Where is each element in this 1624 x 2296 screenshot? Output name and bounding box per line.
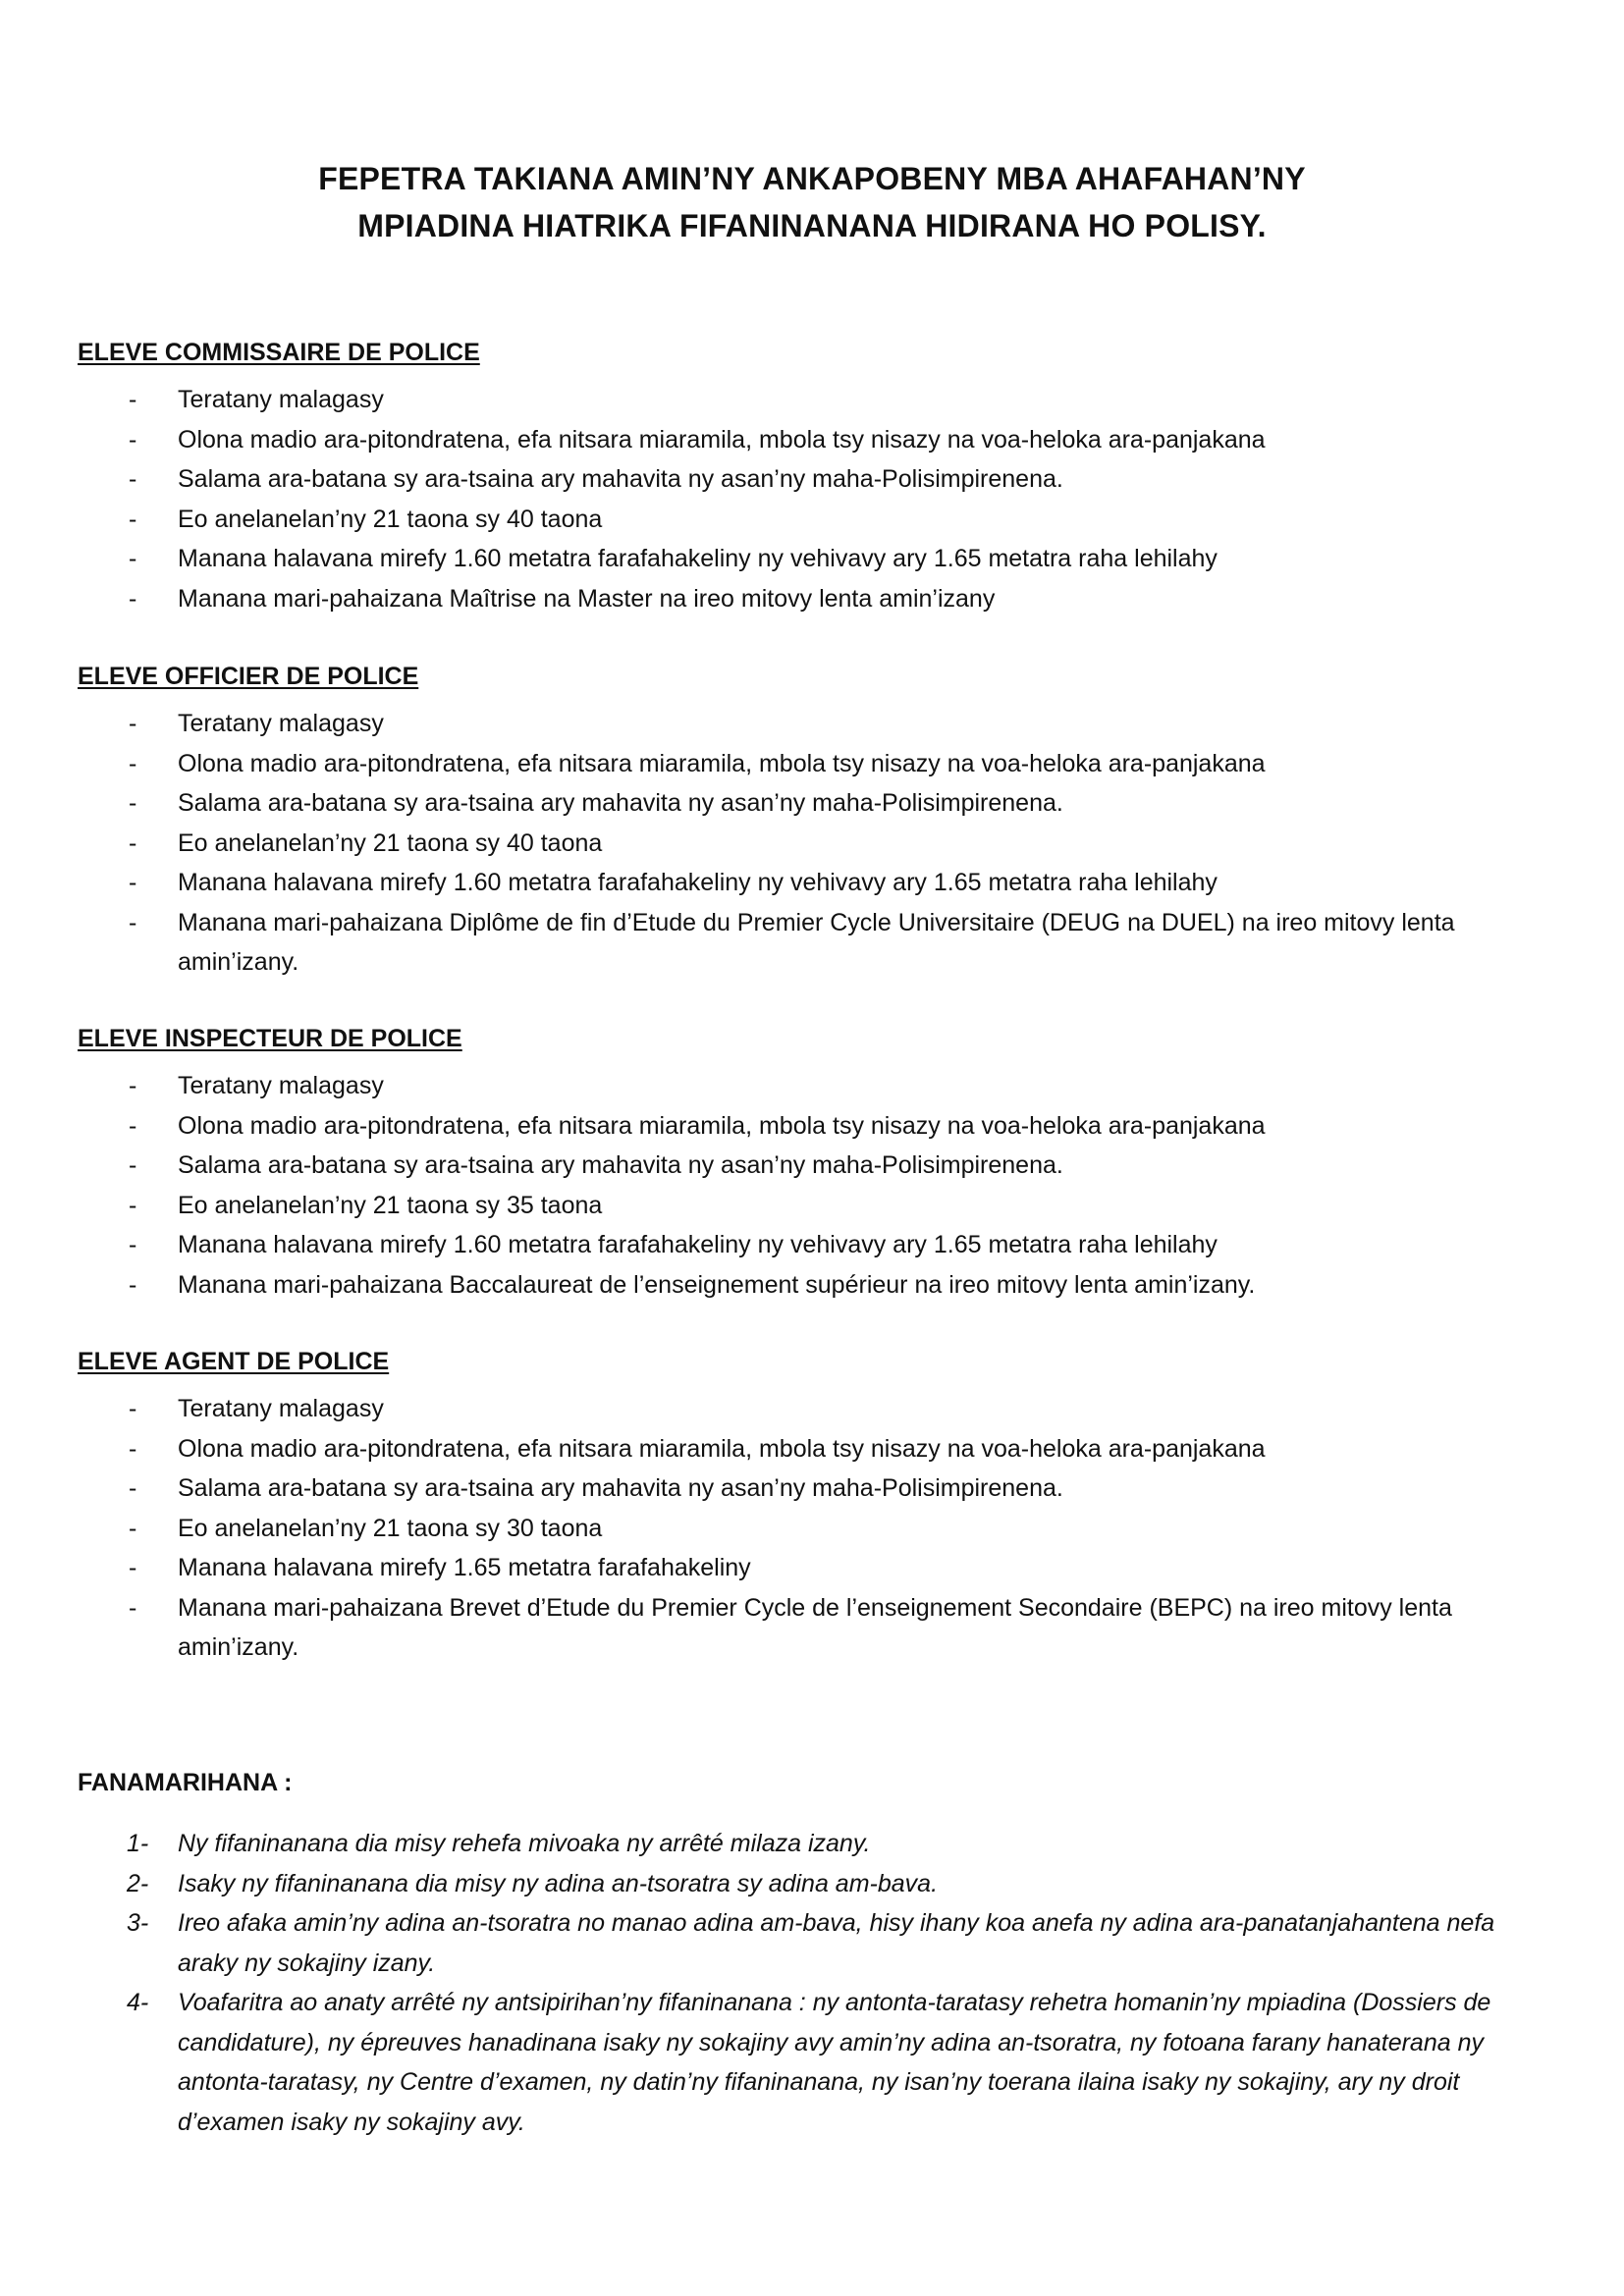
bullet-dash: - — [129, 1434, 137, 1463]
bullet-dash: - — [129, 828, 137, 857]
list-item — [78, 1066, 1511, 1106]
list-item — [78, 824, 1511, 864]
list-item-text: Teratany malagasy — [178, 386, 384, 413]
note-item — [78, 1824, 1531, 1864]
list-item — [78, 1186, 1511, 1226]
notes-list — [78, 1824, 1550, 2142]
notes-heading: FANAMARIHANA : — [78, 1769, 293, 1796]
note-number: 1- — [127, 1830, 149, 1857]
bullet-dash: - — [129, 465, 137, 493]
list-item — [78, 380, 1511, 420]
list-item-text: Manana halavana mirefy 1.65 metatra farafahakeliny — [178, 1554, 751, 1581]
list-item-text: Salama ara-batana sy ara-tsaina ary mahavita ny asan’ny maha-Polisimpirenena. — [178, 1474, 1063, 1502]
title-line-1: FEPETRA TAKIANA AMIN’NY ANKAPOBENY MBA AHAFAHAN’NY — [318, 161, 1306, 196]
section-officier — [78, 661, 1550, 983]
list-item-text: Manana halavana mirefy 1.60 metatra farafahakeliny ny vehivavy ary 1.65 metatra raha lehilahy — [178, 869, 1218, 896]
section-inspecteur — [78, 1023, 1550, 1305]
list-item-text: Manana mari-pahaizana Maîtrise na Master na ireo mitovy lenta amin’izany — [178, 584, 996, 613]
list-item-text: Manana mari-pahaizana Diplôme de fin d’Etude du Premier Cycle Universitaire (DEUG na DUEL) na ireo mitovy lenta amin’izany. — [178, 908, 1455, 976]
list-item-text: Olona madio ara-pitondratena, efa nitsara miaramila, mbola tsy nisazy na voa-heloka ara-panjakana — [178, 1434, 1266, 1463]
list-item — [78, 1106, 1511, 1147]
list-item — [78, 459, 1511, 500]
note-item — [78, 1903, 1531, 1983]
note-text: Ny fifaninanana dia misy rehefa mivoaka ny arrêté milaza izany. — [178, 1830, 871, 1857]
note-text: Isaky ny fifaninanana dia misy ny adina an-tsoratra sy adina am-bava. — [178, 1869, 939, 1897]
list-item-text: Eo anelanelan’ny 21 taona sy 40 taona — [178, 828, 603, 857]
section-heading: ELEVE OFFICIER DE POLICE — [78, 663, 419, 690]
list-item — [78, 1265, 1511, 1306]
title-line-2: MPIADINA HIATRIKA FIFANINANANA HIDIRANA HO POLISY. — [357, 208, 1267, 243]
list-item — [78, 783, 1511, 824]
bullet-dash: - — [129, 1231, 137, 1258]
bullet-dash: - — [129, 1514, 137, 1542]
list-item-text: Olona madio ara-pitondratena, efa nitsara miaramila, mbola tsy nisazy na voa-heloka ara-panjakana — [178, 425, 1266, 454]
list-item — [78, 420, 1511, 460]
note-number: 4- — [127, 1989, 149, 2016]
list-item-text: Salama ara-batana sy ara-tsaina ary mahavita ny asan’ny maha-Polisimpirenena. — [178, 465, 1063, 493]
requirements-list — [78, 1066, 1550, 1305]
bullet-dash: - — [129, 1395, 137, 1422]
bullet-dash: - — [129, 1151, 137, 1179]
list-item-text: Manana mari-pahaizana Baccalaureat de l’enseignement supérieur na ireo mitovy lenta amin’izany. — [178, 1270, 1256, 1299]
list-item — [78, 1468, 1511, 1509]
list-item — [78, 500, 1511, 540]
list-item-text: Manana halavana mirefy 1.60 metatra farafahakeliny ny vehivavy ary 1.65 metatra raha lehilahy — [178, 1231, 1218, 1258]
list-item-text: Manana halavana mirefy 1.60 metatra farafahakeliny ny vehivavy ary 1.65 metatra raha lehilahy — [178, 545, 1218, 572]
section-commissaire — [78, 337, 1550, 618]
bullet-dash: - — [129, 1111, 137, 1140]
bullet-dash: - — [129, 908, 137, 936]
bullet-dash: - — [129, 749, 137, 777]
list-item-text: Manana mari-pahaizana Brevet d’Etude du Premier Cycle de l’enseignement Secondaire (BEPC) na ireo mitovy lenta amin’izany. — [178, 1593, 1452, 1661]
list-item-text: Eo anelanelan’ny 21 taona sy 40 taona — [178, 505, 603, 533]
list-item-text: Olona madio ara-pitondratena, efa nitsara miaramila, mbola tsy nisazy na voa-heloka ara-panjakana — [178, 1111, 1266, 1140]
bullet-dash: - — [129, 1191, 137, 1219]
list-item — [78, 903, 1511, 983]
list-item-text: Olona madio ara-pitondratena, efa nitsara miaramila, mbola tsy nisazy na voa-heloka ara-panjakana — [178, 749, 1266, 777]
bullet-dash: - — [129, 1593, 137, 1622]
note-number: 2- — [127, 1869, 149, 1897]
list-item — [78, 539, 1511, 579]
list-item — [78, 863, 1511, 903]
bullet-dash: - — [129, 1474, 137, 1502]
list-item-text: Eo anelanelan’ny 21 taona sy 30 taona — [178, 1514, 603, 1542]
bullet-dash: - — [129, 869, 137, 896]
list-item — [78, 1509, 1511, 1549]
bullet-dash: - — [129, 386, 137, 413]
list-item — [78, 1588, 1511, 1668]
document-title — [0, 155, 1624, 249]
section-heading: ELEVE INSPECTEUR DE POLICE — [78, 1025, 462, 1052]
list-item — [78, 579, 1511, 619]
note-number: 3- — [127, 1909, 149, 1937]
list-item-text: Teratany malagasy — [178, 710, 384, 737]
section-heading: ELEVE AGENT DE POLICE — [78, 1348, 390, 1375]
note-item — [78, 1983, 1531, 2142]
list-item-text: Salama ara-batana sy ara-tsaina ary mahavita ny asan’ny maha-Polisimpirenena. — [178, 1151, 1063, 1179]
note-text: Voafaritra ao anaty arrêté ny antsipirihan’ny fifaninanana : ny antonta-taratasy rehetra homanin’ny mpiadina (Dossiers de candidature), ny épreuves hanadinana isaky ny sokajiny avy amin’ny adina an-tsoratra, ny fotoana farany hanaterana ny antonta-taratasy, ny Centre d’examen, ny datin’ny fifaninanana, ny isan’ny toerana ilaina isaky ny sokajiny, ary ny droit d’examen isaky ny sokajiny avy. — [178, 1989, 1491, 2136]
bullet-dash: - — [129, 1270, 137, 1299]
list-item-text: Teratany malagasy — [178, 1395, 384, 1422]
bullet-dash: - — [129, 1072, 137, 1099]
section-heading: ELEVE COMMISSAIRE DE POLICE — [78, 339, 480, 366]
list-item-text: Teratany malagasy — [178, 1072, 384, 1099]
bullet-dash: - — [129, 425, 137, 454]
requirements-list — [78, 704, 1550, 983]
requirements-list — [78, 1389, 1550, 1668]
list-item — [78, 744, 1511, 784]
list-item — [78, 1548, 1511, 1588]
bullet-dash: - — [129, 584, 137, 613]
note-text: Ireo afaka amin’ny adina an-tsoratra no manao adina am-bava, hisy ihany koa anefa ny adina ara-panatanjahantena nefa araky ny sokajiny izany. — [178, 1909, 1495, 1977]
list-item — [78, 1389, 1511, 1429]
section-agent — [78, 1346, 1550, 1668]
list-item-text: Salama ara-batana sy ara-tsaina ary mahavita ny asan’ny maha-Polisimpirenena. — [178, 789, 1063, 817]
note-item — [78, 1864, 1531, 1904]
list-item — [78, 1146, 1511, 1186]
list-item-text: Eo anelanelan’ny 21 taona sy 35 taona — [178, 1191, 603, 1219]
bullet-dash: - — [129, 1554, 137, 1581]
bullet-dash: - — [129, 710, 137, 737]
bullet-dash: - — [129, 545, 137, 572]
bullet-dash: - — [129, 789, 137, 817]
list-item — [78, 1225, 1511, 1265]
bullet-dash: - — [129, 505, 137, 533]
list-item — [78, 704, 1511, 744]
requirements-list — [78, 380, 1550, 618]
list-item — [78, 1429, 1511, 1469]
